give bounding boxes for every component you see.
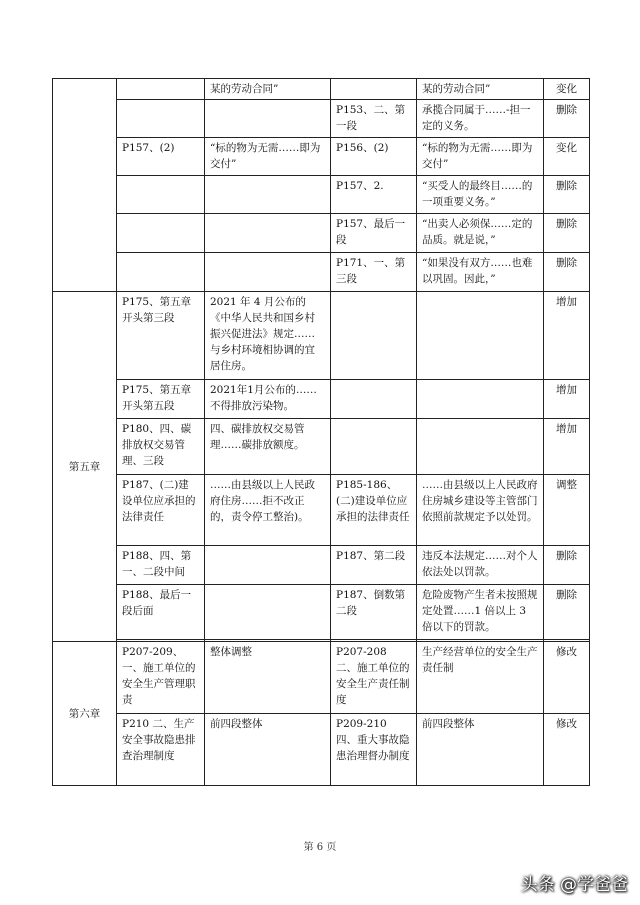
old-text-cell: [205, 253, 331, 292]
old-text-cell: 整体调整: [205, 642, 331, 714]
action-cell: 调整: [544, 475, 590, 546]
old-text-cell: [205, 100, 331, 138]
old-location-cell: P188、四、第一、二段中间: [117, 546, 205, 585]
old-location-cell: P175、第五章开头第三段: [117, 292, 205, 380]
watermark: 头条 @学爸爸: [520, 875, 628, 895]
action-cell: 增加: [544, 292, 590, 380]
old-location-cell: P188、最后一段后面: [117, 585, 205, 640]
old-text-cell: 2021年1月公布的……不得排放污染物。: [205, 380, 331, 419]
old-text-cell: 某的劳动合同”: [205, 79, 331, 100]
old-location-cell: P187、(二)建设单位应承担的法律责任: [117, 475, 205, 546]
old-text-cell: “标的物为无需……即为交付”: [205, 138, 331, 176]
old-text-cell: 2021 年 4 月公布的《中华人民共和国乡村振兴促进法》规定……与乡村环境相协调的宜居住房。: [205, 292, 331, 380]
new-location-cell: P156、(2): [331, 138, 417, 176]
page-number: 第 6 页: [303, 842, 337, 853]
chapter-cell: 第六章: [53, 642, 117, 786]
old-location-cell: P210 二、生产安全事故隐患排查治理制度: [117, 714, 205, 786]
table-row: [53, 714, 590, 786]
new-text-cell: “标的物为无需……即为交付”: [417, 138, 544, 176]
old-text-cell: 前四段整体: [205, 714, 331, 786]
old-text-cell: [205, 585, 331, 640]
new-location-cell: P209-210 四、重大事故隐患治理督办制度: [331, 714, 417, 786]
action-cell: 修改: [544, 642, 590, 714]
new-location-cell: P157、最后一段: [331, 214, 417, 253]
old-location-cell: [117, 100, 205, 138]
table-row: [53, 253, 590, 292]
chapter-cell: [53, 79, 117, 292]
old-text-cell: 四、碳排放权交易管理……碳排放额度。: [205, 419, 331, 475]
action-cell: 删除: [544, 214, 590, 253]
table-row: [53, 214, 590, 253]
table-row: [53, 100, 590, 138]
new-location-cell: [331, 419, 417, 475]
old-location-cell: P207-209、一、施工单位的安全生产管理职责: [117, 642, 205, 714]
new-location-cell: P185-186、(二)建设单位应承担的法律责任: [331, 475, 417, 546]
table-row: [53, 138, 590, 176]
chapter-cell: 第五章: [53, 292, 117, 642]
old-location-cell: P157、(2): [117, 138, 205, 176]
table-row: [53, 475, 590, 546]
old-location-cell: P175、第五章开头第五段: [117, 380, 205, 419]
new-text-cell: 前四段整体: [417, 714, 544, 786]
table-row: [53, 642, 590, 714]
action-cell: 增加: [544, 380, 590, 419]
new-location-cell: P153、二、第一段: [331, 100, 417, 138]
old-text-cell: [205, 214, 331, 253]
old-text-cell: [205, 176, 331, 214]
new-location-cell: [331, 380, 417, 419]
new-text-cell: “买受人的最终目……的一项重要义务。”: [417, 176, 544, 214]
new-location-cell: [331, 292, 417, 380]
action-cell: 删除: [544, 100, 590, 138]
new-text-cell: 生产经营单位的安全生产责任制: [417, 642, 544, 714]
action-cell: 删除: [544, 585, 590, 640]
table-row: [53, 585, 590, 640]
table-row: [53, 546, 590, 585]
new-text-cell: 承揽合同属于……-担一定的义务。: [417, 100, 544, 138]
new-text-cell: “出卖人必须保……定的品质。就是说，”: [417, 214, 544, 253]
old-location-cell: [117, 214, 205, 253]
new-location-cell: [331, 79, 417, 100]
action-cell: 删除: [544, 253, 590, 292]
old-location-cell: [117, 253, 205, 292]
new-location-cell: P207-208 二、施工单位的安全生产责任制度: [331, 642, 417, 714]
old-location-cell: [117, 176, 205, 214]
old-text-cell: [205, 546, 331, 585]
old-text-cell: ……由县级以上人民政府住房……拒不改正的，责令停工整治)。: [205, 475, 331, 546]
new-text-cell: [417, 292, 544, 380]
action-cell: 变化: [544, 138, 590, 176]
new-text-cell: 危险废物产生者未按照规定处置……1 倍以上 3 倍以下的罚款。: [417, 585, 544, 640]
new-location-cell: P187、第二段: [331, 546, 417, 585]
new-text-cell: [417, 380, 544, 419]
new-text-cell: 违反本法规定……对个人依法处以罚款。: [417, 546, 544, 585]
action-cell: 删除: [544, 176, 590, 214]
table-row: [53, 176, 590, 214]
old-location-cell: [117, 79, 205, 100]
table-row: [53, 419, 590, 475]
new-text-cell: “如果没有双方……也难以巩固。因此，”: [417, 253, 544, 292]
new-location-cell: P157、2.: [331, 176, 417, 214]
new-text-cell: 某的劳动合同”: [417, 79, 544, 100]
action-cell: 变化: [544, 79, 590, 100]
new-text-cell: ……由县级以上人民政府住房城乡建设等主管部门依照前款规定予以处罚。: [417, 475, 544, 546]
action-cell: 增加: [544, 419, 590, 475]
new-text-cell: [417, 419, 544, 475]
new-location-cell: P187、倒数第二段: [331, 585, 417, 640]
table-row: [53, 380, 590, 419]
comparison-table: [52, 78, 590, 786]
new-location-cell: P171、一、第三段: [331, 253, 417, 292]
action-cell: 删除: [544, 546, 590, 585]
table-row: [53, 292, 590, 380]
table-row: [53, 79, 590, 100]
action-cell: 修改: [544, 714, 590, 786]
old-location-cell: P180、四、碳排放权交易管理、三段: [117, 419, 205, 475]
